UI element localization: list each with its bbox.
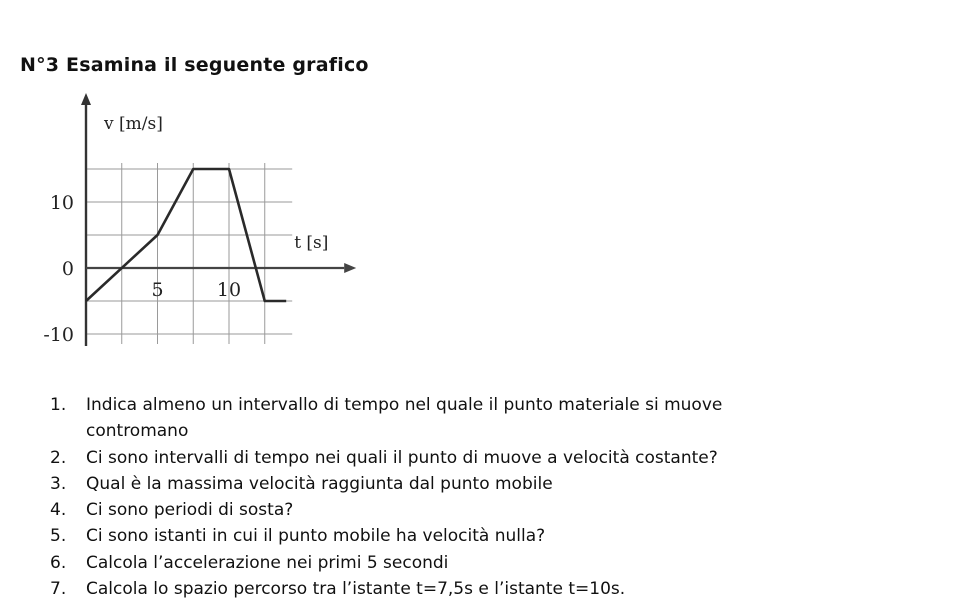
question-list — [50, 392, 950, 602]
question-item — [50, 497, 950, 523]
question-text-continuation: contromano — [86, 421, 189, 442]
question-item — [50, 471, 950, 497]
question-number: 2. — [50, 447, 67, 468]
question-number: 1. — [50, 395, 67, 415]
y-tick-label: 10 — [49, 192, 74, 214]
chart-svg — [18, 92, 548, 372]
question-text: Calcola lo spazio percorso tra l’istante t=7,5s e l’istante t=10s. — [86, 579, 626, 600]
y-tick-label: 0 — [61, 258, 74, 280]
question-item — [50, 392, 950, 445]
question-text: Ci sono istanti in cui il punto mobile ha velocità nulla? — [86, 526, 546, 547]
x-axis-arrow — [344, 263, 356, 273]
question-number: 5. — [50, 526, 67, 547]
question-text: Indica almeno un intervallo di tempo nel quale il punto materiale si muove — [86, 395, 723, 415]
question-number: 7. — [50, 579, 67, 600]
x-tick-label: 5 — [151, 279, 164, 301]
question-text: Ci sono intervalli di tempo nei quali il punto di muove a velocità costante? — [86, 447, 718, 468]
question-item — [50, 550, 950, 576]
y-axis-label: v [m/s] — [104, 114, 163, 134]
x-axis-label: t [s] — [294, 233, 329, 253]
velocity-time-chart — [18, 92, 548, 372]
exercise-title: N°3 Esamina il seguente grafico — [20, 54, 369, 76]
question-text: Qual è la massima velocità raggiunta dal punto mobile — [86, 473, 553, 494]
y-axis-arrow — [81, 93, 91, 105]
question-text: Ci sono periodi di sosta? — [86, 500, 294, 521]
question-text: Calcola l’accelerazione nei primi 5 secondi — [86, 552, 449, 573]
question-number: 6. — [50, 552, 67, 573]
question-number: 3. — [50, 473, 67, 494]
question-item — [50, 523, 950, 549]
y-tick-label: -10 — [43, 324, 74, 346]
x-tick-label: 10 — [216, 279, 242, 301]
question-number: 4. — [50, 500, 67, 521]
question-item — [50, 576, 950, 602]
question-item — [50, 445, 950, 471]
grid — [86, 163, 292, 344]
